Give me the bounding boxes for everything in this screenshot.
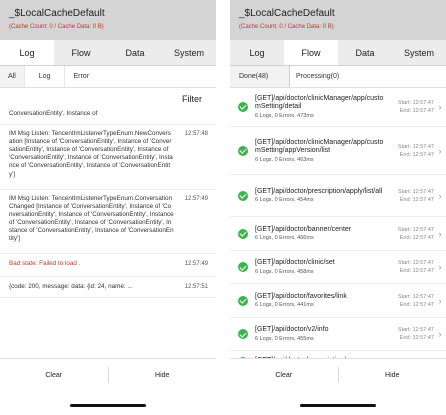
request-item[interactable] xyxy=(230,318,446,351)
request-start: Start: 12:57:47 xyxy=(397,99,434,106)
request-start: Start: 12:57:47 xyxy=(397,293,434,300)
cache-title: _$LocalCacheDefault xyxy=(9,8,105,19)
main-tabs xyxy=(230,40,446,66)
subtab-processing[interactable]: Processing(0) xyxy=(296,73,340,80)
request-url: [GET]/api/doctor/favorites/link xyxy=(255,292,347,300)
request-meta: 6 Logs, 0 Errors, 463ms xyxy=(255,156,314,163)
chevron-right-icon: › xyxy=(438,262,442,272)
home-indicator[interactable] xyxy=(70,404,146,407)
chevron-right-icon: › xyxy=(438,190,442,201)
subtab-all[interactable]: All xyxy=(0,66,25,87)
filter-button[interactable]: Filter xyxy=(182,94,202,104)
main-tabs xyxy=(0,40,216,66)
chevron-right-icon: › xyxy=(438,145,442,156)
cache-subtitle: (Cache Count: 0 / Cache Data: 0 B) xyxy=(9,24,104,30)
bottom-toolbar xyxy=(230,358,446,415)
log-text: IM Msg Listen: TencentImListenerTypeEnum.ConversationChanged [Instance of 'ConversationEntity', Instance of 'ConversationEntity', Instance of 'ConversationEntity', Instance of 'ConversationEntity', Instance of 'ConversationEntity', Instance of 'ConversationEntity', Instance of 'ConversationEntity'] xyxy=(9,194,174,243)
check-circle-icon xyxy=(238,329,248,339)
tab-flow[interactable]: Flow xyxy=(71,47,91,58)
request-url: [GET]/api/doctor/clinicManager/app/customSetting/detail xyxy=(255,94,384,110)
log-list[interactable] xyxy=(0,110,216,358)
request-list[interactable] xyxy=(230,87,446,358)
hide-button[interactable]: Hide xyxy=(155,371,170,379)
chevron-right-icon: › xyxy=(438,329,442,339)
log-time: 12:57:49 xyxy=(184,261,208,268)
check-circle-icon xyxy=(238,296,248,306)
log-time xyxy=(174,110,208,118)
request-start: Start: 12:57:47 xyxy=(397,327,434,333)
log-text: {code: 200, message: data: {id: 24, name: ... xyxy=(9,283,133,291)
log-text: IM Msg Listen: TencentImListenerTypeEnum.NewConversation [Instance of 'ConversationEntity', Instance of 'ConversationEntity', Instance of 'ConversationEntity', Instance of 'ConversationEntity', Instance of 'ConversationEntity', Instance of 'ConversationEntity', Instance of 'ConversationEntity'] xyxy=(9,130,173,178)
check-circle-icon xyxy=(238,229,248,239)
log-time: 12:57:51 xyxy=(184,284,208,291)
check-circle-icon xyxy=(238,191,248,201)
request-start: Start: 12:57:47 xyxy=(397,260,434,266)
log-text: Bad state: Failed to load . xyxy=(9,260,81,268)
log-time: 12:57:48 xyxy=(184,131,208,138)
tab-log[interactable]: Log xyxy=(0,40,54,65)
request-meta: 6 Logs, 0 Errors, 455ms xyxy=(255,335,314,342)
request-meta: 6 Logs, 0 Errors, 473ms xyxy=(255,112,314,119)
home-indicator[interactable] xyxy=(300,404,376,407)
request-meta: 6 Logs, 0 Errors, 454ms xyxy=(255,197,314,204)
request-end: End: 12:57:47 xyxy=(399,234,434,241)
tab-system[interactable]: System xyxy=(403,47,434,58)
cache-subtitle: (Cache Count: 0 / Cache Data: 0 B) xyxy=(239,24,334,30)
cache-header xyxy=(230,0,446,40)
bottom-toolbar xyxy=(0,358,216,415)
clear-button[interactable]: Clear xyxy=(45,371,63,379)
request-meta: 6 Logs, 0 Errors, 466ms xyxy=(255,235,314,242)
request-url: [GET]/api/doctor/clinic/set xyxy=(255,259,335,267)
log-panel xyxy=(0,0,216,415)
request-url: [GET]/api/doctor/v2/info xyxy=(255,326,329,334)
request-url: [GET]/api/doctor/banner/center xyxy=(255,225,352,233)
log-item[interactable] xyxy=(0,110,216,125)
request-item[interactable] xyxy=(230,127,446,175)
hide-button[interactable]: Hide xyxy=(385,371,400,379)
request-end: End: 12:57:47 xyxy=(399,301,434,308)
flow-subtabs xyxy=(230,66,446,88)
request-item[interactable] xyxy=(230,87,446,127)
check-circle-icon xyxy=(238,262,248,272)
request-item[interactable] xyxy=(230,251,446,284)
log-item[interactable] xyxy=(0,277,216,298)
request-item[interactable] xyxy=(230,284,446,318)
request-meta: 6 Logs, 0 Errors, 458ms xyxy=(255,268,314,275)
clear-button[interactable]: Clear xyxy=(275,371,293,379)
request-url: [GET]/api/doctor/prescription/apply/list/all xyxy=(255,187,383,195)
log-item[interactable] xyxy=(0,125,216,190)
subtab-done[interactable]: Done(48) xyxy=(230,66,290,87)
request-end: End: 12:57:47 xyxy=(399,196,434,203)
cache-title: _$LocalCacheDefault xyxy=(239,8,335,19)
tab-log[interactable]: Log xyxy=(249,47,265,58)
subtab-error[interactable]: Error xyxy=(73,73,90,80)
request-url: [GET]/api/doctor/clinicManager/app/customSetting/appVersion/list xyxy=(255,138,384,154)
request-item[interactable] xyxy=(230,175,446,217)
chevron-right-icon: › xyxy=(438,101,442,112)
tab-system[interactable]: System xyxy=(173,47,204,58)
filter-row xyxy=(0,88,216,110)
subtab-log[interactable]: Log xyxy=(25,66,66,87)
chevron-right-icon: › xyxy=(438,295,442,306)
request-item[interactable] xyxy=(230,217,446,251)
request-end: End: 12:57:47 xyxy=(399,335,434,341)
request-start: Start: 12:57:47 xyxy=(397,188,434,195)
request-start: Start: 12:57:47 xyxy=(397,226,434,233)
request-end: End: 12:57:47 xyxy=(399,107,434,114)
cache-header xyxy=(0,0,216,40)
log-text: ConversationEntity', Instance of xyxy=(9,110,98,117)
chevron-right-icon: › xyxy=(438,228,442,239)
log-item-error[interactable] xyxy=(0,254,216,277)
log-subtabs xyxy=(0,66,216,88)
flow-panel xyxy=(230,0,446,415)
request-start: Start: 12:57:47 xyxy=(397,143,434,150)
log-item[interactable] xyxy=(0,190,216,255)
request-end: End: 12:57:47 xyxy=(399,268,434,274)
request-meta: 6 Logs, 0 Errors, 441ms xyxy=(255,302,314,309)
check-circle-icon xyxy=(238,146,248,156)
tab-data[interactable]: Data xyxy=(125,47,145,58)
tab-data[interactable]: Data xyxy=(355,47,375,58)
tab-flow[interactable]: Flow xyxy=(284,40,338,65)
check-circle-icon xyxy=(238,102,248,112)
request-end: End: 12:57:47 xyxy=(399,151,434,158)
log-time: 12:57:49 xyxy=(184,195,208,202)
